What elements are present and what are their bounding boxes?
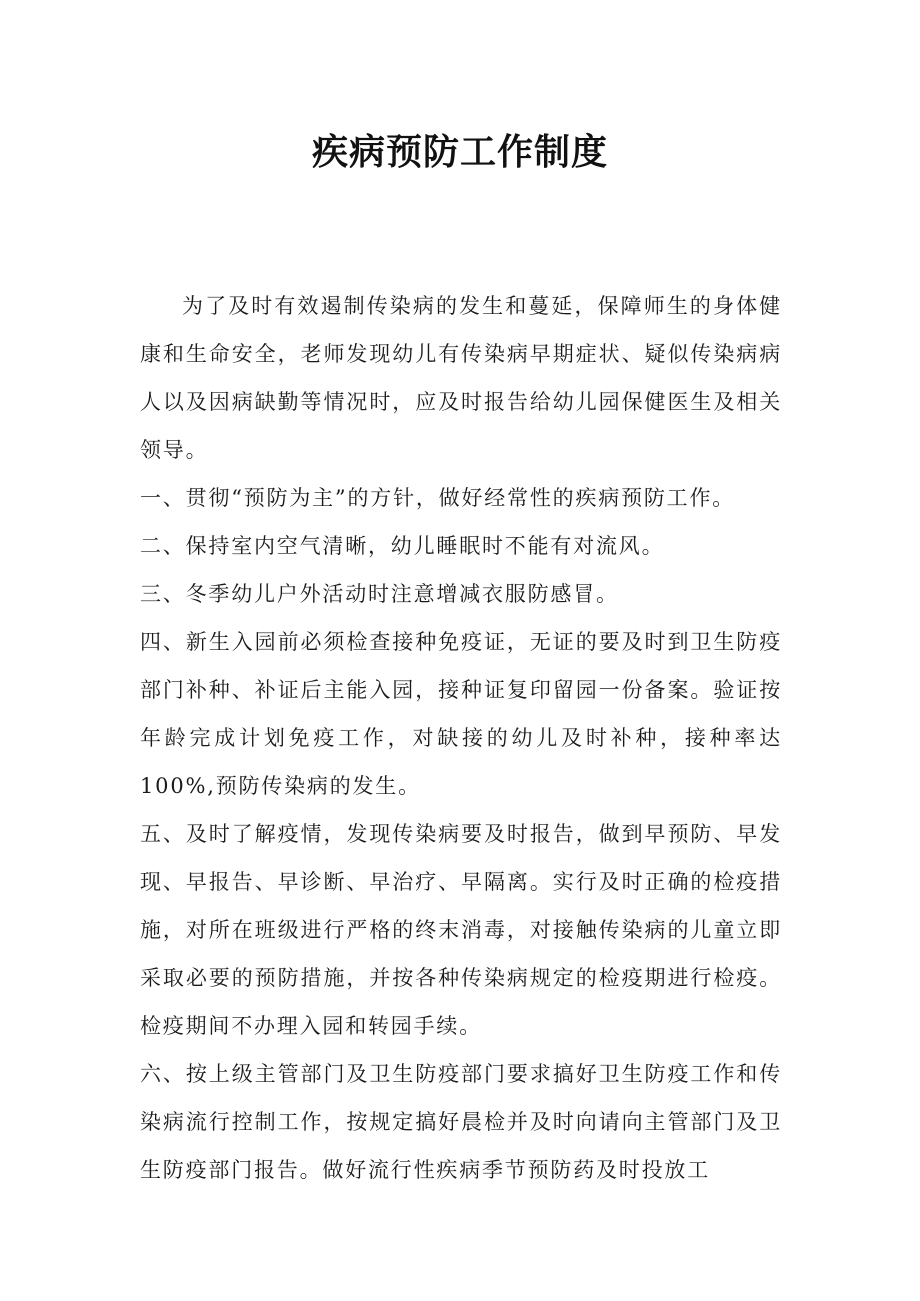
rule-item-5: 五、及时了解疫情，发现传染病要及时报告，做到早预防、早发现、早报告、早诊断、早治疗、早隔离。实行及时正确的检疫措施，对所在班级进行严格的终末消毒，对接触传染病的儿童立即采取必要的预防措施，并按各种传染病规定的检疫期进行检疫。检疫期间不办理入园和转园手续。	[140, 822, 782, 1038]
rule-item-1: 一、贯彻“预防为主”的方针，做好经常性的疾病预防工作。	[140, 486, 736, 510]
rule-item-6: 六、按上级主管部门及卫生防疫部门要求搞好卫生防疫工作和传染病流行控制工作，按规定搞好晨检并及时向请向主管部门及卫生防疫部门报告。做好流行性疾病季节预防药及时投放工	[140, 1062, 782, 1182]
document-title: 疾病预防工作制度	[311, 132, 608, 173]
rule-item-3: 三、冬季幼儿户外活动时注意增减衣服防感冒。	[140, 582, 619, 606]
intro-paragraph: 为了及时有效遏制传染病的发生和蔓延，保障师生的身体健康和生命安全，老师发现幼儿有传染病早期症状、疑似传染病病人以及因病缺勤等情况时，应及时报告给幼儿园保健医生及相关领导。	[140, 294, 782, 462]
rule-item-2: 二、保持室内空气清晰，幼儿睡眠时不能有对流风。	[140, 534, 665, 558]
rule-item-4: 四、新生入园前必须检查接种免疫证，无证的要及时到卫生防疫部门补种、补证后主能入园，接种证复印留园一份备案。验证按年龄完成计划免疫工作，对缺接的幼儿及时补种，接种率达100%,预防传染病的发生。	[140, 630, 782, 798]
document-body	[140, 282, 782, 1194]
